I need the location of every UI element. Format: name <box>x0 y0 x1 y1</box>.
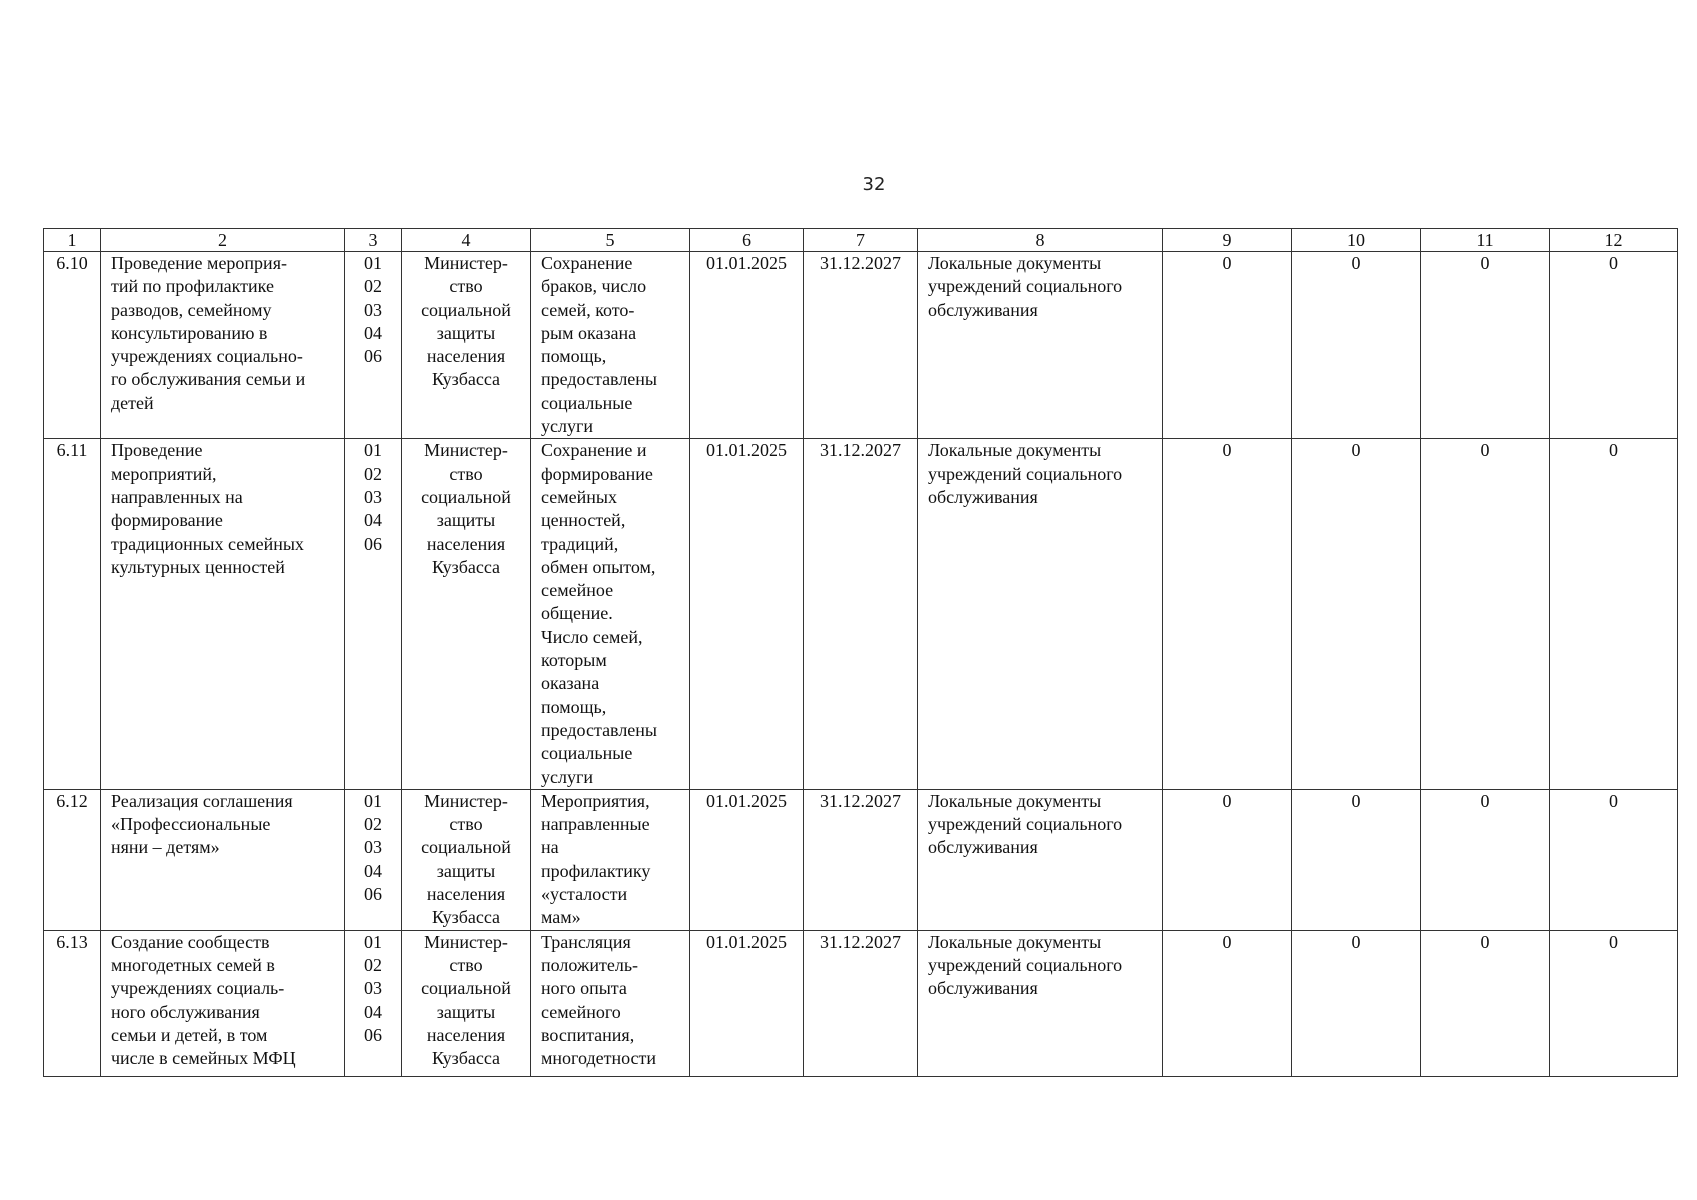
start-date-cell: 01.01.2025 <box>690 439 804 789</box>
code-line: 01 <box>364 790 382 811</box>
activity-line: мероприятий, <box>111 463 217 484</box>
value-cell: 0 <box>1550 930 1678 1076</box>
value-cell: 0 <box>1163 930 1292 1076</box>
result-line: семейных <box>541 486 617 507</box>
activity-line: консультированию в <box>111 322 268 343</box>
value-cell: 0 <box>1163 252 1292 439</box>
result-line: браков, число <box>541 276 647 297</box>
activity-line: ного обслуживания <box>111 1001 260 1022</box>
document-cell <box>918 252 1163 439</box>
activity-line: разводов, семейному <box>111 299 272 320</box>
result-line: обмен опытом, <box>541 556 656 577</box>
result-line: многодетности <box>541 1048 657 1069</box>
code-line: 04 <box>364 860 382 881</box>
code-line: 04 <box>364 1001 382 1022</box>
activity-line: го обслуживания семьи и <box>111 369 306 390</box>
result-line: семейного <box>541 1001 621 1022</box>
executor-line: Кузбасса <box>431 556 501 577</box>
end-date-cell: 31.12.2027 <box>804 439 918 789</box>
activity-line: учреждениях социаль- <box>111 978 285 999</box>
code-line: 02 <box>364 954 382 975</box>
start-date-cell: 01.01.2025 <box>690 252 804 439</box>
result-cell <box>531 789 690 930</box>
program-table <box>43 228 1678 1077</box>
document-line: учреждений социального <box>928 814 1123 835</box>
executor-cell <box>402 930 531 1076</box>
code-line: 04 <box>364 510 382 531</box>
end-date-cell: 31.12.2027 <box>804 789 918 930</box>
executor-line: ство <box>449 276 483 297</box>
result-line: семейное <box>541 580 614 601</box>
code-line: 03 <box>364 978 382 999</box>
value-cell: 0 <box>1292 789 1421 930</box>
document-line: обслуживания <box>928 486 1038 507</box>
result-cell <box>531 439 690 789</box>
code-line: 02 <box>364 463 382 484</box>
row-number-cell: 6.11 <box>44 439 101 789</box>
value-cell: 0 <box>1421 439 1550 789</box>
result-line: мам» <box>541 907 581 928</box>
result-line: предоставлены <box>541 719 658 740</box>
value-cell: 0 <box>1550 789 1678 930</box>
activity-line: Реализация соглашения <box>111 790 293 811</box>
executor-line: защиты <box>436 1001 496 1022</box>
document-cell <box>918 789 1163 930</box>
table-row <box>44 789 1678 930</box>
result-line: рым оказана <box>541 322 637 343</box>
activity-line: «Профессиональные <box>111 814 271 835</box>
result-line: общение. <box>541 603 613 624</box>
document-line: Локальные документы <box>928 790 1102 811</box>
codes-cell <box>345 789 402 930</box>
activity-cell <box>101 252 345 439</box>
executor-line: социальной <box>421 486 511 507</box>
activity-line: Создание сообществ <box>111 931 270 952</box>
result-line: социальные <box>541 392 633 413</box>
result-cell <box>531 252 690 439</box>
result-line: оказана <box>541 673 600 694</box>
value-cell: 0 <box>1292 252 1421 439</box>
result-line: воспитания, <box>541 1024 635 1045</box>
table-row <box>44 252 1678 439</box>
code-line: 06 <box>364 346 382 367</box>
code-line: 02 <box>364 814 382 835</box>
row-number-cell: 6.13 <box>44 930 101 1076</box>
document-line: учреждений социального <box>928 463 1123 484</box>
result-line: формирование <box>541 463 653 484</box>
activity-line: тий по профилактике <box>111 276 274 297</box>
value-cell: 0 <box>1421 930 1550 1076</box>
value-cell: 0 <box>1550 252 1678 439</box>
column-header: 8 <box>918 229 1163 252</box>
code-line: 06 <box>364 533 382 554</box>
end-date-cell: 31.12.2027 <box>804 252 918 439</box>
result-line: помощь, <box>541 346 607 367</box>
executor-line: Кузбасса <box>431 907 501 928</box>
column-header: 9 <box>1163 229 1292 252</box>
activity-line: Проведение <box>111 440 203 461</box>
start-date-cell: 01.01.2025 <box>690 930 804 1076</box>
document-cell <box>918 439 1163 789</box>
executor-line: Кузбасса <box>431 369 501 390</box>
activity-line: детей <box>111 392 154 413</box>
executor-line: ство <box>449 463 483 484</box>
result-line: Трансляция <box>541 931 631 952</box>
executor-line: ство <box>449 814 483 835</box>
executor-line: Министер- <box>424 931 508 952</box>
value-cell: 0 <box>1292 930 1421 1076</box>
result-line: семей, кото- <box>541 299 635 320</box>
value-cell: 0 <box>1421 252 1550 439</box>
executor-line: населения <box>426 884 506 905</box>
executor-line: социальной <box>421 837 511 858</box>
executor-line: защиты <box>436 510 496 531</box>
executor-line: населения <box>426 1024 506 1045</box>
executor-line: Министер- <box>424 440 508 461</box>
document-cell <box>918 930 1163 1076</box>
end-date-cell: 31.12.2027 <box>804 930 918 1076</box>
activity-line: няни – детям» <box>111 837 220 858</box>
result-line: Число семей, <box>541 626 643 647</box>
page-number: 32 <box>862 174 886 195</box>
table-row <box>44 930 1678 1076</box>
result-line: которым <box>541 650 607 671</box>
document-line: обслуживания <box>928 978 1038 999</box>
activity-line: многодетных семей в <box>111 954 275 975</box>
activity-line: учреждениях социально- <box>111 346 303 367</box>
code-line: 03 <box>364 486 382 507</box>
executor-line: населения <box>426 533 506 554</box>
activity-line: направленных на <box>111 486 243 507</box>
result-line: Сохранение и <box>541 440 647 461</box>
codes-cell <box>345 252 402 439</box>
document-line: Локальные документы <box>928 253 1102 273</box>
column-header: 2 <box>101 229 345 252</box>
result-line: положитель- <box>541 954 639 975</box>
activity-cell <box>101 789 345 930</box>
executor-line: населения <box>426 346 506 367</box>
result-line: направленные <box>541 814 650 835</box>
column-header: 5 <box>531 229 690 252</box>
start-date-cell: 01.01.2025 <box>690 789 804 930</box>
result-line: традиций, <box>541 533 619 554</box>
executor-line: защиты <box>436 860 496 881</box>
result-line: Сохранение <box>541 253 633 273</box>
code-line: 02 <box>364 276 382 297</box>
document-line: обслуживания <box>928 837 1038 858</box>
activity-line: Проведение мероприя- <box>111 253 287 273</box>
result-line: социальные <box>541 743 633 764</box>
result-line: на <box>541 837 559 858</box>
document-line: Локальные документы <box>928 931 1102 952</box>
result-line: помощь, <box>541 696 607 717</box>
document-line: Локальные документы <box>928 440 1102 461</box>
codes-cell <box>345 930 402 1076</box>
row-number-cell: 6.12 <box>44 789 101 930</box>
value-cell: 0 <box>1163 789 1292 930</box>
code-line: 01 <box>364 440 382 461</box>
code-line: 06 <box>364 1024 382 1045</box>
value-cell: 0 <box>1421 789 1550 930</box>
result-line: «усталости <box>541 884 628 905</box>
codes-cell <box>345 439 402 789</box>
column-header: 1 <box>44 229 101 252</box>
activity-line: традиционных семейных <box>111 533 304 554</box>
column-header: 12 <box>1550 229 1678 252</box>
column-number-row <box>44 229 1678 252</box>
activity-line: культурных ценностей <box>111 556 285 577</box>
document-line: учреждений социального <box>928 276 1123 297</box>
executor-cell <box>402 252 531 439</box>
code-line: 01 <box>364 253 382 273</box>
executor-line: Министер- <box>424 790 508 811</box>
result-line: ценностей, <box>541 510 626 531</box>
result-line: предоставлены <box>541 369 658 390</box>
column-header: 6 <box>690 229 804 252</box>
executor-cell <box>402 789 531 930</box>
column-header: 11 <box>1421 229 1550 252</box>
result-line: услуги <box>541 416 593 437</box>
executor-line: Кузбасса <box>431 1048 501 1069</box>
executor-line: ство <box>449 954 483 975</box>
code-line: 03 <box>364 837 382 858</box>
result-line: услуги <box>541 766 593 787</box>
value-cell: 0 <box>1550 439 1678 789</box>
activity-cell <box>101 930 345 1076</box>
row-number-cell: 6.10 <box>44 252 101 439</box>
value-cell: 0 <box>1292 439 1421 789</box>
column-header: 3 <box>345 229 402 252</box>
column-header: 4 <box>402 229 531 252</box>
result-line: Мероприятия, <box>541 790 650 811</box>
executor-line: социальной <box>421 299 511 320</box>
activity-line: числе в семейных МФЦ <box>111 1048 296 1069</box>
code-line: 01 <box>364 931 382 952</box>
result-line: ного опыта <box>541 978 627 999</box>
activity-line: семьи и детей, в том <box>111 1024 268 1045</box>
value-cell: 0 <box>1163 439 1292 789</box>
code-line: 06 <box>364 884 382 905</box>
result-line: профилактику <box>541 860 651 881</box>
document-line: учреждений социального <box>928 954 1123 975</box>
code-line: 04 <box>364 322 382 343</box>
activity-line: формирование <box>111 510 223 531</box>
executor-cell <box>402 439 531 789</box>
code-line: 03 <box>364 299 382 320</box>
table-row <box>44 439 1678 789</box>
result-cell <box>531 930 690 1076</box>
table-body <box>44 252 1678 1077</box>
document-line: обслуживания <box>928 299 1038 320</box>
executor-line: защиты <box>436 322 496 343</box>
column-header: 10 <box>1292 229 1421 252</box>
activity-cell <box>101 439 345 789</box>
column-header: 7 <box>804 229 918 252</box>
executor-line: социальной <box>421 978 511 999</box>
executor-line: Министер- <box>424 253 508 273</box>
